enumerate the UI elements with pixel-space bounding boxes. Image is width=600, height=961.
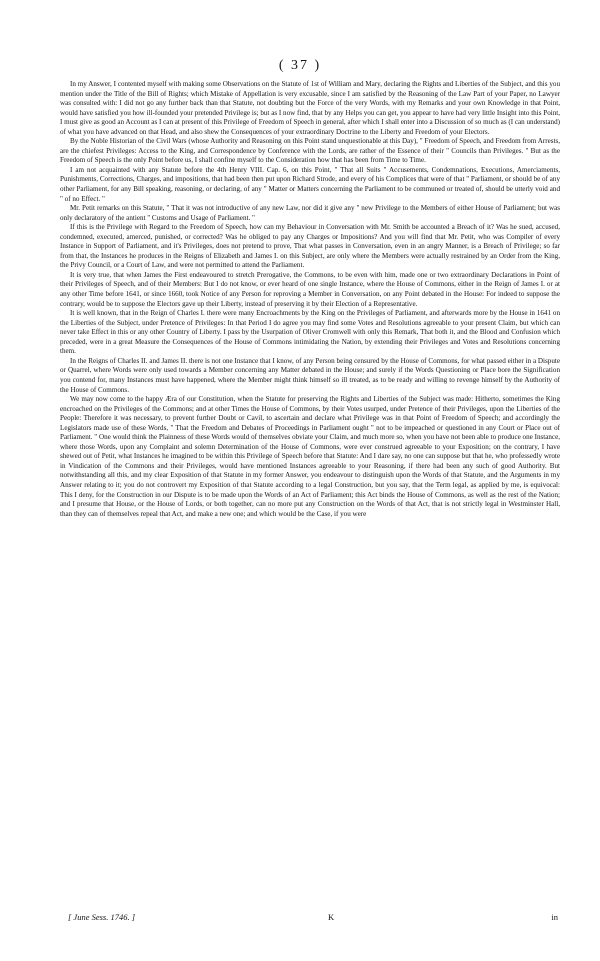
paragraph: I am not acquainted with any Statute before the 4th Henry VIII. Cap. 6, on this Point, " That all Suits " Accusements, Condemnations, Executions, Amerciaments, Punishments, Corrections, Charges, and impositions, that had been then put upon Richard Strode, and every of his Complices that were of that " Parliament, or should be of any other Parliament, for any Bill speaking, reasoning, or declaring, of any " Matter or Matters concerning the Parliament to be communed or treated of, should be utterly void and " of no Effect. ": [60, 165, 560, 203]
paragraph: If this is the Privilege with Regard to the Freedom of Speech, how can my Behaviour in Conversation with Mr. Smith be accounted a Breach of it? Was he sued, accused, condemned, executed, amerced, punished, or corrected? Was he obliged to pay any Charges or Impositions? And you will find that Mr. Petit, who was Compiler of every Instance in Support of Parliament, and it's Privileges, does not pretend to prove, That what passes in Conversation, even in an angry Manner, is a Breach of Privilege; so far from that, the Instances he produces in the Reigns of Elizabeth and James I. on this Subject, are only where the Members were actually restrained by an Order from the King, the Privy Council, or a Court of Law, and were not permitted to attend the Parliament.: [60, 223, 560, 270]
page-number: ( 37 ): [278, 58, 322, 73]
signature-mark: K: [328, 912, 335, 922]
paragraph: It is well known, that in the Reign of Charles I. there were many Encroachments by the King on the Privileges of Parliament, and afterwards more by the House in 1641 on the Liberties of the Subject, under Pretence of Privileges: In that Period I do agree you may find some Votes and Resolutions agreeable to your present Claim, but which can never take Effect in this or any other Country of Liberty. I pass by the Usurpation of Oliver Cromwell with only this Remark, That both it, and the Blood and Confusion which preceded, were in a great Measure the Consequences of the House of Commons intimidating the Nation, by extending their Privileges and Votes and Resolutions concerning them.: [60, 309, 560, 356]
paragraph: By the Noble Historian of the Civil Wars (whose Authority and Reasoning on this Point stand unquestionable at this Day), " Freedom of Speech, and Freedom from Arrests, are the chiefest Privileges: Access to the King, and Correspondence by Conference with the Lords, are rather of the Essence of their " Councils than Privileges. " But as the Freedom of Speech is the only Point before us, I shall confine myself to the Consideration how that has been from Time to Time.: [60, 137, 560, 165]
paragraph: Mr. Petit remarks on this Statute, " That it was not introductive of any new Law, nor did it give any " new Privilege to the Members of either House of Parliament; but was only declaratory of the antient " Customs and Usage of Parliament. ": [60, 204, 560, 222]
catchword: in: [551, 912, 558, 922]
page-footer: [60, 912, 560, 926]
session-dateline: [ June Sess. 1746. ]: [68, 912, 136, 922]
paragraph: It is very true, that when James the First endeavoured to stretch Prerogative, the Commons, to be even with him, made one or two extraordinary Declarations in Point of their Privileges of Speech, and of their Members: But I do not know, or ever heard of one single Instance, where the House of Commons, either in the Reign of James I. or at any other Time before 1641, or since 1660, took Notice of any Person for reproving a Member in Conversation, on any Point debated in the House: For indeed to suppose the contrary, would be to suppose the Electors gave up their Liberty, instead of preserving it by their Election of a Representative.: [60, 270, 560, 308]
body-text: [60, 80, 560, 910]
paragraph: We may now come to the happy Æra of our Constitution, when the Statute for preserving the Rights and Liberties of the Subject was made: Hitherto, sometimes the King encroached on the Privileges of the Commons; and at other Times the House of Commons, by their Votes usurped, under Pretence of their Privileges, upon the Liberties of the People: Therefore it was necessary, to prevent further Doubt or Cavil, to ascertain and declare what Privilege was in that Point of Freedom of Speech; and accordingly the Legislators made use of these Words, " That the Freedom and Debates of Proceedings in Parliament ought " not to be impeached or questioned in any Court or Place out of Parliament. " One would think the Plainness of these Words would of themselves obviate your Claim, and much more so, when you have not been able to produce one Instance, where those Words, upon any Complaint and solemn Determination of the House of Commons, were ever construed agreeable to your Exposition; on the contrary, I have shewed out of Petit, what Instances he imagined to be within this Privilege of Speech before that Statute: And I dare say, no one can suppose but that he, who professedly wrote in Vindication of the Commons and their Privileges, would have mentioned Instances agreeable to your Reasoning, if there had been any such of good Authority. But notwithstanding all this, and my clear Exposition of that Statute in my former Answer, you endeavour to distinguish upon the Words of that Statute, and the Arguments in my Answer relating to it; you do not controvert my Exposition of that Statute according to a legal Construction, but you say, that the Term legal, as applied by me, is equivocal: This I deny, for the Construction in our Dispute is to be made upon the Words of an Act of Parliament; this Act binds the House of Commons, as well as the rest of the Nation; and I presume that House, or the House of Lords, or both together, can no more put any Construction on the Words of that Act, that is not strictly legal in Westminster Hall, than they can of themselves repeal that Act, and make a new one; and which would be the Case, if you were: [60, 395, 560, 518]
paragraph: In the Reigns of Charles II. and James II. there is not one Instance that I know, of any Person being censured by the House of Commons, for what passed either in a Dispute or Quarrel, where Words were only used towards a Member concerning any Matter debated in the House; and surely if the Words Questioning or Place bore the Signification you contend for, many Instances must have happened, where the Member might think himself so ill treated, as to be ready and willing to revenge himself by the Authority of the House of Commons.: [60, 356, 560, 394]
paragraph: In my Answer, I contented myself with making some Observations on the Statute of 1st of William and Mary, declaring the Rights and Liberties of the Subject, and this you mention under the Title of the Bill of Rights; which Mistake of Appellation is very excusable, since I am satisfied by the Reasoning of the Law Part of your Paper, no Lawyer was consulted with: I did not go any further back than that Statute, not doubting but the Force of the very Words, with my Remarks and your own Knowledge in that Point, would have satisfied you how ill-founded your pretended Privilege is; but as I now find, that by any Helps you can get, you appear to have had very little Insight into this Point, I must give as good an Account as I can at present of this Privilege of Freedom of Speech in general, after which I shall enter into a Discussion of so much as (I can understand) of what you have advanced on that Head, and also shew the Consequences of your extraordinary Doctrine to the Liberty and Freedom of your Electors.: [60, 80, 560, 136]
